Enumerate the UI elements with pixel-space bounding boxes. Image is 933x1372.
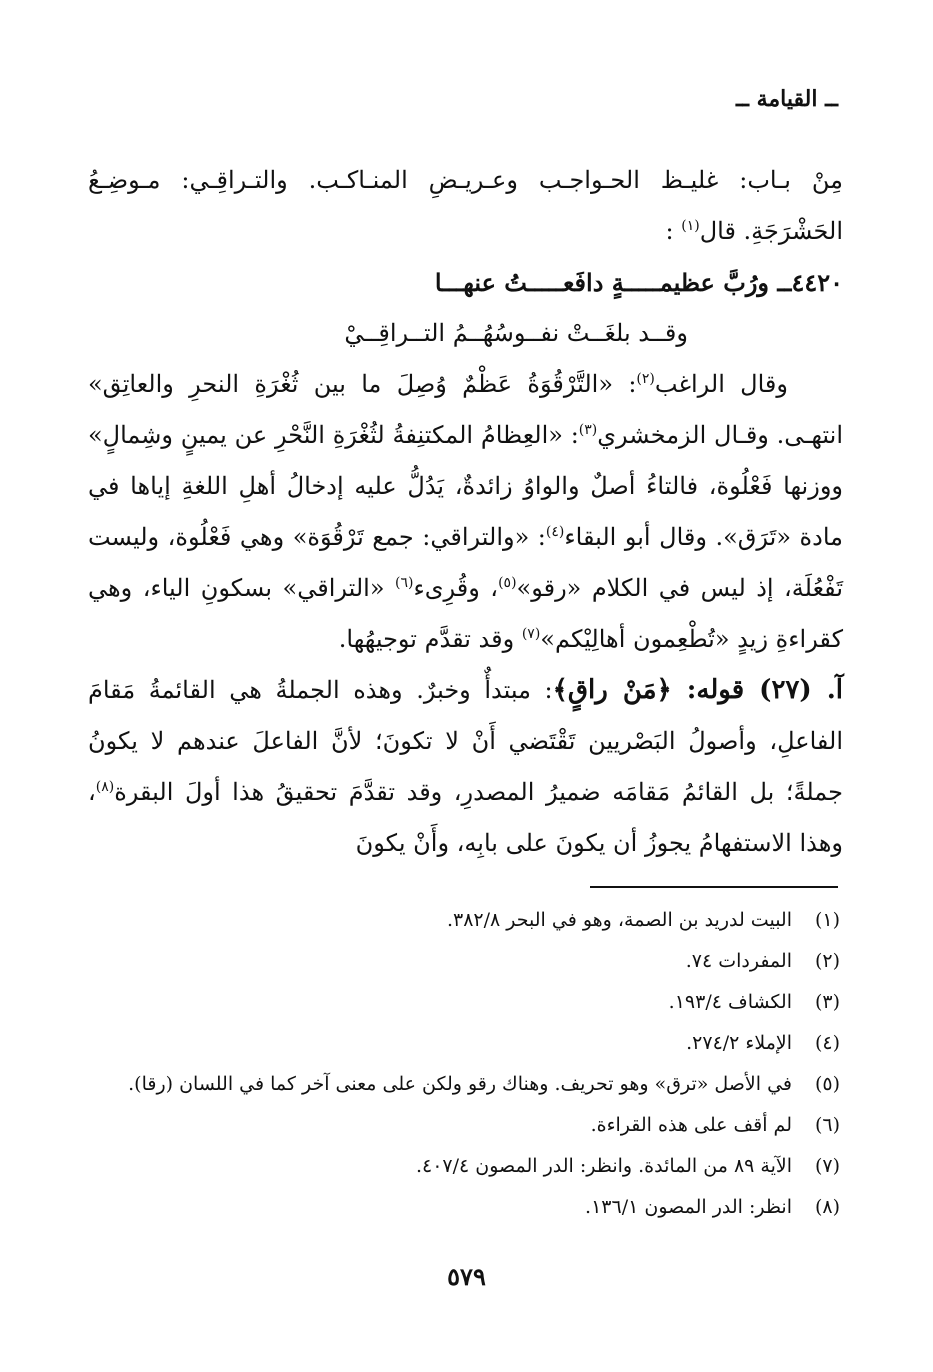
paragraph-aya-27 [88,665,843,869]
footnotes [88,900,840,1228]
footnote-ref: (١) [681,218,700,234]
footnote-text: الآية ٨٩ من المائدة. وانظر: الدر المصون ٤٠٧/٤. [415,1155,792,1177]
verse-hemistich-first: ورُبَّ عظيمـــــةٍ دافَعـــــتُ عنهـــا [434,268,770,297]
footnote-text: البيت لدريد بن الصمة، وهو في البحر ٣٨٢/٨. [446,909,792,931]
paragraph-intro [88,155,843,257]
footnote-text: المفردات ٧٤. [685,950,792,972]
verse-line-first [88,257,843,308]
text-segment: : «العِظامُ المكتنِفةُ لثُغْرَةِ النَّحْرِ عن يمينٍ وشِمالٍ» ووزنها فَعْلُوة، فالتاءُ أصلٌ والواوُ زائدةٌ، يَدُلُّ عليه إدخالُ أهلِ اللغةِ إياها في مادة «تَرَق». وقال أبو البقاء [88,421,843,551]
text-segment: : «والتراقي: جمع تَرْقُوَة» وهي فَعْلُوة، وليست تَفْعُلَة، إذ ليس في الكلام «رقو» [88,523,844,602]
verse-hemistich-second: وقــد بلغَــتْ نفــوسُهُــمُ التــراقِــيْ [344,319,688,347]
footnote-text: الإملاء ٢٧٤/٢. [686,1032,792,1054]
verse-number: ٤٤٢٠ــ [777,268,843,297]
main-text [88,155,843,869]
footnote-item [88,982,840,1023]
text-segment: : [665,217,674,245]
page-number: ٥٧٩ [447,1262,486,1291]
footnote-ref: (٨) [95,779,115,795]
footnote-ref: (٧) [521,626,541,642]
footnote-number: (١) [814,909,840,931]
footnote-text: في الأصل «ترق» وهو تحريف. وهناك رقو ولكن على معنى آخر كما في اللسان (رقا). [128,1073,792,1095]
footnote-text: الكشاف ١٩٣/٤. [668,991,792,1013]
text-segment: مِنْ بـاب: غليـظ الحـواجـب وعـريـضِ المنـاكـب. والتـراقِـي: مـوضِـعُ الحَشْرَجَةِ. قال [88,166,843,245]
footnote-ref: (٦) [395,575,414,591]
footnote-ref: (٣) [578,422,598,438]
footnote-ref: (٢) [636,371,655,387]
footnote-number: (٨) [814,1196,840,1218]
footnote-item [88,1105,840,1146]
footnote-item [88,1064,840,1105]
footnote-number: (٥) [814,1073,840,1095]
footnote-number: (٤) [814,1032,840,1054]
text-segment: : «التَّرْقُوَةُ عَظْمٌ وُصِلَ ما بين ثُغْرَةِ النحرِ والعاتِق» انتهـى. وقـال الزمخشري [88,370,843,449]
text-segment: ، وقُرِىء [413,574,499,602]
footnote-text: انظر: الدر المصون ١٣٦/١. [585,1196,792,1218]
footnote-number: (٧) [814,1155,840,1177]
verse-line-second [88,308,843,359]
footnote-number: (٣) [814,991,840,1013]
text-segment: : مبتدأٌ وخبرٌ. وهذه الجملةُ هي القائمةُ مَقامَ الفاعلِ، وأصولُ البَصْريين تَقْتَضي أَنْ لا تكونَ؛ لأنَّ الفاعلَ عندهم لا يكونُ جملةً؛ بل القائمُ مَقامَه ضميرُ المصدرِ، وقد تقدَّمَ تحقيقُ هذا أولَ البقرة [88,676,843,806]
text-segment: «التراقي» بسكونِ الياء، وهي كقراءةِ زيدٍ «تُطْعِمون أهالِيْكم» [88,574,843,653]
paragraph-definitions [88,359,843,665]
footnote-item [88,941,840,982]
footnote-item [88,1146,840,1187]
footnote-item [88,900,840,941]
aya-heading: آ. (٢٧) قوله: ﴿مَنْ راقٍ﴾ [552,675,843,705]
footnote-divider [590,886,838,888]
footnote-number: (٦) [814,1114,840,1136]
text-segment: وقد تقدَّم توجيهُها. [338,625,522,653]
footnote-number: (٢) [814,950,840,972]
running-header: ــ القيامة ــ [736,86,838,112]
text-segment: وقال الراغب [654,370,788,398]
footnote-text: لم أقف على هذه القراءة. [590,1114,792,1136]
footnote-ref: (٥) [498,575,517,591]
footnote-item [88,1023,840,1064]
footnote-ref: (٤) [545,524,565,540]
footnote-item [88,1187,840,1228]
text-segment: ، وهذا الاستفهامُ يجوزُ أن يكونَ على بابِه، وأَنْ يكونَ [88,778,843,857]
